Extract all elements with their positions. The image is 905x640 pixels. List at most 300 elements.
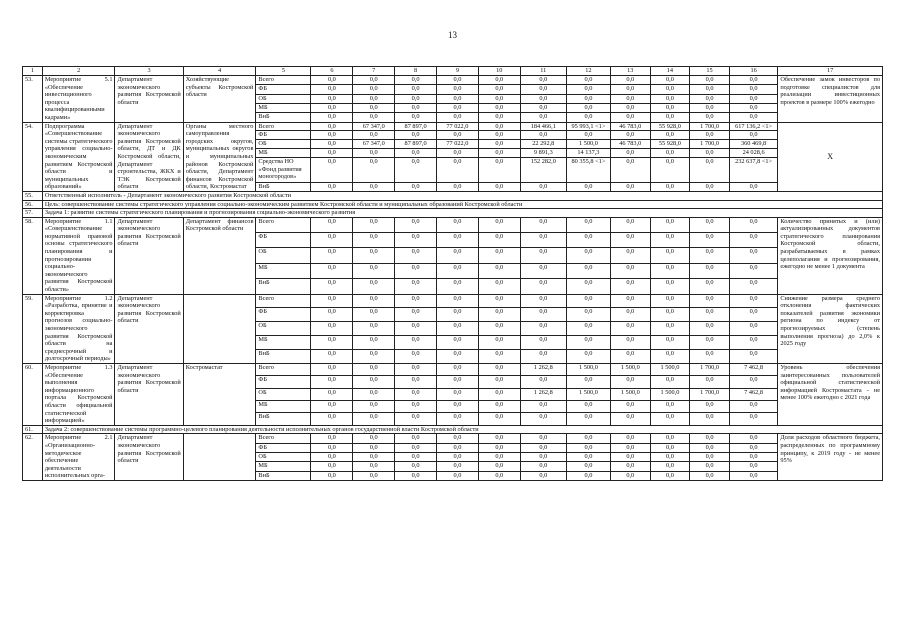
amount-cell: 77 022,0	[437, 140, 479, 149]
funding-source: МБ	[256, 462, 311, 471]
funding-source: ОБ	[256, 248, 311, 263]
amount-cell: 1 500,0	[566, 363, 610, 375]
column-number: 15	[690, 67, 730, 76]
page-number: 13	[448, 30, 457, 40]
amount-cell: 0,0	[353, 376, 395, 388]
amount-cell: 0,0	[610, 443, 650, 452]
amount-cell: 0,0	[690, 149, 730, 158]
amount-cell: 1 700,0	[690, 122, 730, 131]
amount-cell: 0,0	[729, 471, 777, 480]
amount-cell: 0,0	[437, 103, 479, 112]
amount-cell: 0,0	[311, 182, 353, 191]
amount-cell: 0,0	[690, 322, 730, 336]
amount-cell: 0,0	[520, 233, 566, 248]
amount-cell: 0,0	[478, 140, 520, 149]
column-number: 5	[256, 67, 311, 76]
amount-cell: 0,0	[690, 471, 730, 480]
amount-cell: 0,0	[353, 94, 395, 103]
amount-cell: 0,0	[520, 113, 566, 122]
funding-source: ВнБ	[256, 471, 311, 480]
measure-name: Мероприятие 2.1 «Организационно-методическое обеспечение деятельности исполнительных орга-	[42, 434, 115, 481]
amount-cell: 0,0	[520, 103, 566, 112]
row-number: 61.	[23, 425, 43, 434]
funding-source: МБ	[256, 263, 311, 278]
amount-cell: 0,0	[478, 103, 520, 112]
amount-cell: 0,0	[610, 376, 650, 388]
amount-cell: 0,0	[353, 182, 395, 191]
amount-cell: 0,0	[729, 308, 777, 322]
amount-cell: 0,0	[353, 462, 395, 471]
amount-cell: 0,0	[437, 94, 479, 103]
amount-cell: 1 500,0	[610, 388, 650, 400]
amount-cell: 0,0	[690, 103, 730, 112]
amount-cell: 0,0	[690, 336, 730, 350]
funding-row	[23, 363, 883, 375]
amount-cell: 0,0	[690, 462, 730, 471]
column-number: 8	[395, 67, 437, 76]
amount-cell: 0,0	[566, 263, 610, 278]
amount-cell: 77 022,0	[437, 122, 479, 131]
amount-cell: 1 500,0	[650, 363, 690, 375]
amount-cell: 0,0	[478, 322, 520, 336]
amount-cell: 0,0	[566, 401, 610, 413]
amount-cell: 0,0	[311, 122, 353, 131]
amount-cell: 0,0	[690, 279, 730, 294]
amount-cell: 0,0	[729, 94, 777, 103]
amount-cell: 617 136,2 <1>	[729, 122, 777, 131]
amount-cell: 0,0	[650, 434, 690, 443]
funding-row	[23, 434, 883, 443]
amount-cell: 0,0	[353, 413, 395, 425]
amount-cell: 0,0	[478, 94, 520, 103]
amount-cell: 0,0	[690, 376, 730, 388]
amount-cell: 0,0	[610, 452, 650, 461]
amount-cell: 1 500,0	[566, 140, 610, 149]
amount-cell: 55 928,0	[650, 140, 690, 149]
column-number: 3	[115, 67, 183, 76]
amount-cell: 0,0	[520, 350, 566, 364]
column-number: 7	[353, 67, 395, 76]
column-number: 11	[520, 67, 566, 76]
amount-cell: 0,0	[395, 263, 437, 278]
amount-cell: 1 700,0	[690, 363, 730, 375]
amount-cell: 0,0	[566, 182, 610, 191]
amount-cell: 0,0	[395, 452, 437, 461]
amount-cell: 87 897,0	[395, 122, 437, 131]
section-text: Цель: совершенствование системы стратегического управления социально-экономическим развитием Костромской области и муниципальных образований Костромской области	[42, 200, 882, 209]
amount-cell: 0,0	[395, 294, 437, 308]
amount-cell: 0,0	[650, 336, 690, 350]
measure-name: Мероприятие 1.3 «Обеспечение выполнения информационного портала Костромской области официальной статистической информацией»	[42, 363, 115, 425]
funding-source: ОБ	[256, 388, 311, 400]
amount-cell: 0,0	[729, 413, 777, 425]
amount-cell: 0,0	[478, 85, 520, 94]
amount-cell: 0,0	[520, 401, 566, 413]
amount-cell: 0,0	[437, 233, 479, 248]
amount-cell: 0,0	[566, 294, 610, 308]
section-row	[23, 209, 883, 218]
section-text: Ответственный исполнитель - Департамент экономического развития Костромской области	[42, 191, 882, 200]
amount-cell: 0,0	[610, 322, 650, 336]
amount-cell: 0,0	[520, 217, 566, 232]
amount-cell: 0,0	[729, 233, 777, 248]
amount-cell: 0,0	[610, 294, 650, 308]
amount-cell: 0,0	[395, 279, 437, 294]
amount-cell: 0,0	[478, 443, 520, 452]
amount-cell: 0,0	[729, 443, 777, 452]
amount-cell: 0,0	[520, 443, 566, 452]
funding-source: ФБ	[256, 85, 311, 94]
funding-source: ВнБ	[256, 350, 311, 364]
executor: Департамент экономического развития Костромской области, ДТ и ДК Костромской области, Департамент строительства, ЖКХ и ТЭК Костромской области	[115, 122, 183, 191]
amount-cell: 0,0	[610, 413, 650, 425]
amount-cell: 0,0	[650, 158, 690, 183]
amount-cell: 0,0	[395, 413, 437, 425]
funding-source: ФБ	[256, 443, 311, 452]
amount-cell: 0,0	[478, 131, 520, 140]
amount-cell: 0,0	[566, 248, 610, 263]
amount-cell: 0,0	[729, 248, 777, 263]
funding-source: Средства НО «Фонд развития моногородов»	[256, 158, 311, 183]
amount-cell: 0,0	[729, 322, 777, 336]
amount-cell: 0,0	[610, 248, 650, 263]
measure-name: Подпрограмма «Совершенствование системы стратегического управления социально-экономическим развитием Костромской области и муниципальных образований»	[42, 122, 115, 191]
amount-cell: 0,0	[690, 131, 730, 140]
amount-cell: 0,0	[437, 217, 479, 232]
amount-cell: 0,0	[650, 443, 690, 452]
amount-cell: 22 292,8	[520, 140, 566, 149]
amount-cell: 0,0	[478, 122, 520, 131]
amount-cell: 0,0	[650, 76, 690, 85]
amount-cell: 0,0	[437, 434, 479, 443]
expected-result: Доля расходов областного бюджета, распределенных по программному принципу, к 2019 году - не менее 95%	[778, 434, 883, 481]
amount-cell: 0,0	[311, 322, 353, 336]
executor: Департамент экономического развития Костромской области	[115, 363, 183, 425]
amount-cell: 0,0	[520, 336, 566, 350]
measure-name: Мероприятие 1.2 «Разработка, принятие и корректировка прогнозов социально-экономического развития Костромской области на среднесрочный и долгосрочный периоды»	[42, 294, 115, 363]
amount-cell: 0,0	[610, 149, 650, 158]
amount-cell: 0,0	[610, 131, 650, 140]
amount-cell: 0,0	[478, 279, 520, 294]
amount-cell: 0,0	[566, 336, 610, 350]
participants: Органы местного самоуправления городских округов, муниципальных округов и муниципальных районов Костромской области, Департамент финансов Костромской области, Костромастат	[183, 122, 256, 191]
amount-cell: 0,0	[353, 294, 395, 308]
amount-cell: 0,0	[437, 85, 479, 94]
amount-cell: 0,0	[729, 336, 777, 350]
amount-cell: 0,0	[650, 217, 690, 232]
amount-cell: 0,0	[353, 158, 395, 183]
amount-cell: 0,0	[311, 462, 353, 471]
column-number: 16	[729, 67, 777, 76]
amount-cell: 0,0	[520, 308, 566, 322]
amount-cell: 0,0	[478, 471, 520, 480]
measure-name: Мероприятие 1.1 «Совершенствование нормативной правовой основы стратегического планирования и прогнозирования социально-экономического развития Костромской области»	[42, 217, 115, 294]
amount-cell: 0,0	[729, 452, 777, 461]
row-number: 57.	[23, 209, 43, 218]
amount-cell: 0,0	[437, 248, 479, 263]
amount-cell: 0,0	[610, 85, 650, 94]
amount-cell: 0,0	[311, 217, 353, 232]
row-number: 62.	[23, 434, 43, 481]
amount-cell: 0,0	[729, 85, 777, 94]
amount-cell: 0,0	[353, 76, 395, 85]
amount-cell: 0,0	[353, 350, 395, 364]
participants	[183, 294, 256, 363]
amount-cell: 0,0	[353, 443, 395, 452]
amount-cell: 80 355,8 <1>	[566, 158, 610, 183]
amount-cell: 7 462,8	[729, 363, 777, 375]
funding-source: Всего	[256, 76, 311, 85]
amount-cell: 0,0	[566, 471, 610, 480]
amount-cell: 0,0	[520, 294, 566, 308]
amount-cell: 0,0	[650, 376, 690, 388]
funding-source: МБ	[256, 103, 311, 112]
amount-cell: 46 783,0	[610, 140, 650, 149]
section-row	[23, 425, 883, 434]
amount-cell: 0,0	[520, 434, 566, 443]
amount-cell: 0,0	[395, 308, 437, 322]
amount-cell: 0,0	[478, 363, 520, 375]
amount-cell: 0,0	[729, 263, 777, 278]
amount-cell: 0,0	[729, 462, 777, 471]
section-row	[23, 191, 883, 200]
amount-cell: 0,0	[478, 248, 520, 263]
amount-cell: 0,0	[520, 76, 566, 85]
row-number: 55.	[23, 191, 43, 200]
amount-cell: 0,0	[395, 233, 437, 248]
amount-cell: 0,0	[311, 85, 353, 94]
amount-cell: 0,0	[478, 263, 520, 278]
amount-cell: 0,0	[437, 182, 479, 191]
amount-cell: 0,0	[311, 94, 353, 103]
amount-cell: 0,0	[520, 263, 566, 278]
amount-cell: 0,0	[311, 149, 353, 158]
amount-cell: 0,0	[478, 113, 520, 122]
amount-cell: 0,0	[566, 322, 610, 336]
amount-cell: 1 262,8	[520, 388, 566, 400]
amount-cell: 0,0	[650, 182, 690, 191]
amount-cell: 0,0	[311, 233, 353, 248]
amount-cell: 0,0	[437, 376, 479, 388]
amount-cell: 0,0	[395, 336, 437, 350]
amount-cell: 0,0	[610, 462, 650, 471]
amount-cell: 0,0	[566, 233, 610, 248]
amount-cell: 0,0	[311, 401, 353, 413]
row-number: 54.	[23, 122, 43, 191]
funding-row	[23, 217, 883, 232]
amount-cell: 0,0	[566, 443, 610, 452]
amount-cell: 0,0	[566, 76, 610, 85]
amount-cell: 0,0	[650, 85, 690, 94]
amount-cell: 1 262,8	[520, 363, 566, 375]
row-number: 59.	[23, 294, 43, 363]
amount-cell: 0,0	[650, 113, 690, 122]
amount-cell: 0,0	[610, 434, 650, 443]
amount-cell: 0,0	[311, 131, 353, 140]
funding-source: МБ	[256, 336, 311, 350]
amount-cell: 0,0	[650, 279, 690, 294]
amount-cell: 0,0	[729, 376, 777, 388]
amount-cell: 184 466,1	[520, 122, 566, 131]
amount-cell: 1 500,0	[566, 388, 610, 400]
column-number: 2	[42, 67, 115, 76]
amount-cell: 0,0	[353, 363, 395, 375]
column-number: 13	[610, 67, 650, 76]
amount-cell: 232 637,8 <1>	[729, 158, 777, 183]
amount-cell: 0,0	[311, 363, 353, 375]
amount-cell: 1 500,0	[650, 388, 690, 400]
executor: Департамент экономического развития Костромской области	[115, 294, 183, 363]
amount-cell: 0,0	[610, 401, 650, 413]
amount-cell: 0,0	[729, 182, 777, 191]
amount-cell: 0,0	[478, 158, 520, 183]
amount-cell: 0,0	[478, 401, 520, 413]
funding-source: ФБ	[256, 131, 311, 140]
amount-cell: 0,0	[566, 413, 610, 425]
participants	[183, 434, 256, 481]
amount-cell: 1 500,0	[610, 363, 650, 375]
amount-cell: 0,0	[353, 471, 395, 480]
section-text: Задача 1: развитие системы стратегического планирования и прогнозирования социально-экономического развития	[42, 209, 882, 218]
amount-cell: 0,0	[690, 158, 730, 183]
amount-cell: 0,0	[353, 113, 395, 122]
amount-cell: 0,0	[437, 131, 479, 140]
amount-cell: 0,0	[610, 76, 650, 85]
amount-cell: 0,0	[395, 158, 437, 183]
amount-cell: 0,0	[311, 388, 353, 400]
amount-cell: 0,0	[437, 158, 479, 183]
expected-result: Обеспечение замок инвесторов по подготовке специалистов для реализации инвестиционных проектов в размере 100% ежегодно	[778, 76, 883, 123]
amount-cell: 0,0	[566, 350, 610, 364]
amount-cell: 0,0	[690, 217, 730, 232]
amount-cell: 24 028,6	[729, 149, 777, 158]
amount-cell: 0,0	[353, 217, 395, 232]
amount-cell: 0,0	[395, 350, 437, 364]
amount-cell: 0,0	[353, 279, 395, 294]
amount-cell: 0,0	[395, 322, 437, 336]
amount-cell: 0,0	[311, 350, 353, 364]
amount-cell: 0,0	[311, 294, 353, 308]
participants: Департамент финансов Костромской области	[183, 217, 256, 294]
amount-cell: 0,0	[566, 113, 610, 122]
amount-cell: 0,0	[520, 376, 566, 388]
amount-cell: 0,0	[566, 376, 610, 388]
amount-cell: 0,0	[311, 113, 353, 122]
amount-cell: 0,0	[478, 336, 520, 350]
amount-cell: 0,0	[610, 308, 650, 322]
amount-cell: 0,0	[650, 350, 690, 364]
amount-cell: 0,0	[729, 434, 777, 443]
amount-cell: 0,0	[520, 85, 566, 94]
amount-cell: 67 347,0	[353, 140, 395, 149]
amount-cell: 0,0	[478, 294, 520, 308]
amount-cell: 0,0	[729, 401, 777, 413]
amount-cell: 0,0	[437, 279, 479, 294]
amount-cell: 0,0	[650, 413, 690, 425]
amount-cell: 0,0	[478, 182, 520, 191]
amount-cell: 0,0	[395, 149, 437, 158]
amount-cell: 0,0	[395, 182, 437, 191]
funding-source: Всего	[256, 122, 311, 131]
amount-cell: 0,0	[729, 113, 777, 122]
amount-cell: 0,0	[729, 350, 777, 364]
amount-cell: 0,0	[478, 350, 520, 364]
amount-cell: 67 347,0	[353, 122, 395, 131]
amount-cell: 55 928,0	[650, 122, 690, 131]
amount-cell: 0,0	[650, 308, 690, 322]
amount-cell: 0,0	[690, 248, 730, 263]
amount-cell: 0,0	[566, 308, 610, 322]
amount-cell: 0,0	[610, 158, 650, 183]
amount-cell: 0,0	[520, 452, 566, 461]
amount-cell: 0,0	[311, 140, 353, 149]
funding-source: ОБ	[256, 452, 311, 461]
funding-source: ВнБ	[256, 413, 311, 425]
funding-row	[23, 76, 883, 85]
amount-cell: 0,0	[353, 401, 395, 413]
amount-cell: 152 282,0	[520, 158, 566, 183]
amount-cell: 0,0	[478, 149, 520, 158]
amount-cell: 0,0	[690, 443, 730, 452]
amount-cell: 360 469,8	[729, 140, 777, 149]
column-number: 14	[650, 67, 690, 76]
amount-cell: 0,0	[478, 462, 520, 471]
amount-cell: 0,0	[520, 94, 566, 103]
amount-cell: 0,0	[650, 452, 690, 461]
amount-cell: 0,0	[395, 217, 437, 232]
amount-cell: 0,0	[729, 217, 777, 232]
amount-cell: 0,0	[610, 350, 650, 364]
amount-cell: 0,0	[478, 388, 520, 400]
amount-cell: 0,0	[311, 336, 353, 350]
amount-cell: 0,0	[437, 350, 479, 364]
amount-cell: 0,0	[690, 233, 730, 248]
amount-cell: 0,0	[395, 94, 437, 103]
funding-source: ФБ	[256, 376, 311, 388]
amount-cell: 0,0	[478, 308, 520, 322]
amount-cell: 0,0	[520, 131, 566, 140]
amount-cell: 0,0	[395, 76, 437, 85]
amount-cell: 0,0	[610, 233, 650, 248]
row-number: 53.	[23, 76, 43, 123]
amount-cell: 0,0	[353, 248, 395, 263]
amount-cell: 0,0	[311, 158, 353, 183]
amount-cell: 0,0	[437, 443, 479, 452]
funding-source: Всего	[256, 363, 311, 375]
participants: Хозяйствующие субъекты Костромской области	[183, 76, 256, 123]
amount-cell: 0,0	[437, 113, 479, 122]
amount-cell: 0,0	[520, 248, 566, 263]
amount-cell: 0,0	[729, 294, 777, 308]
amount-cell: 0,0	[520, 279, 566, 294]
amount-cell: 0,0	[311, 376, 353, 388]
amount-cell: 0,0	[437, 294, 479, 308]
amount-cell: 0,0	[395, 443, 437, 452]
amount-cell: 0,0	[566, 85, 610, 94]
amount-cell: 0,0	[353, 308, 395, 322]
amount-cell: 0,0	[478, 217, 520, 232]
funding-source: ВнБ	[256, 279, 311, 294]
amount-cell: 0,0	[650, 248, 690, 263]
amount-cell: 0,0	[311, 434, 353, 443]
amount-cell: 0,0	[311, 76, 353, 85]
amount-cell: 95 993,1 <1>	[566, 122, 610, 131]
amount-cell: 0,0	[690, 350, 730, 364]
amount-cell: 0,0	[437, 336, 479, 350]
amount-cell: 0,0	[437, 76, 479, 85]
amount-cell: 0,0	[566, 434, 610, 443]
executor: Департамент экономического развития Костромской области	[115, 76, 183, 123]
